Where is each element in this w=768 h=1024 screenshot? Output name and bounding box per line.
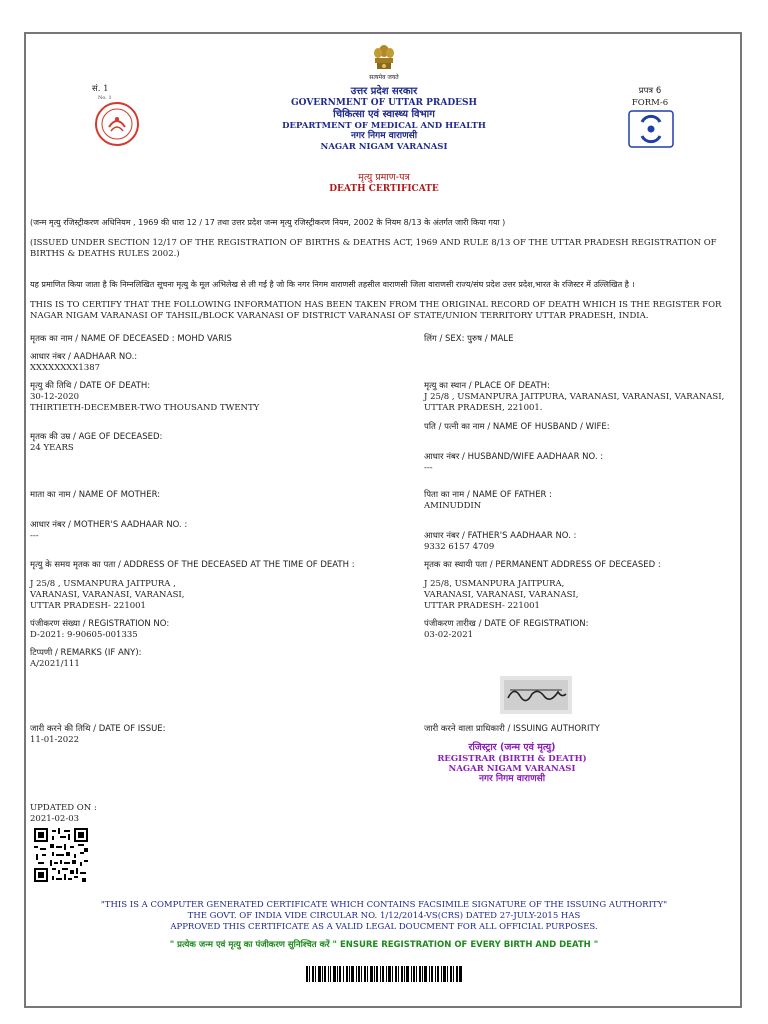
registration-no-value: D-2021: 9-90605-001335: [30, 630, 138, 640]
father-aadhaar-value: 9332 6157 4709: [424, 542, 495, 552]
issue-date-value: 11-01-2022: [30, 735, 80, 745]
place-of-death-value: J 25/8 , USMANPURA JAITPURA, VARANASI, VARANASI, VARANASI, UTTAR PRADESH, 221001.: [424, 392, 725, 413]
emblem-caption: सत्यमेव जयते: [369, 74, 399, 81]
registrar-org-en: NAGAR NIGAM VARANASI: [448, 764, 576, 774]
up-government-seal-icon: [94, 101, 140, 147]
updated-on-value: 2021-02-03: [30, 814, 80, 824]
remarks-label: टिप्पणी / REMARKS (IF ANY):: [30, 648, 142, 658]
spouse-aadhaar-label: आधार नंबर / HUSBAND/WIFE AADHAAR NO. :: [424, 452, 604, 462]
national-emblem-icon: [369, 42, 399, 72]
place-of-death-label: मृत्यु का स्थान / PLACE OF DEATH:: [424, 381, 550, 391]
spouse-name-label: पति / पत्नी का नाम / NAME OF HUSBAND / WIFE:: [424, 422, 610, 432]
aadhaar-value: XXXXXXXX1387: [30, 363, 101, 373]
spouse-aadhaar-value: ---: [424, 463, 433, 473]
aadhaar-label: आधार नंबर / AADHAAR NO.:: [30, 352, 138, 362]
gov-title-en: GOVERNMENT OF UTTAR PRADESH: [290, 98, 478, 108]
certify-hi: यह प्रमाणित किया जाता है कि निम्नलिखित सूचना मृत्यु के मूल अभिलेख से ली गई है जो कि नगर निगम वाराणसी तहसील वाराणसी जिला वाराणसी राज्य/संघ प्रदेश उत्तर प्रदेश,भारत के रजिस्टर में उल्लिखित है ।: [30, 280, 635, 289]
cert-title-en: DEATH CERTIFICATE: [329, 184, 439, 194]
address-at-death-value: J 25/8 , USMANPURA JAITPURA , VARANASI, VARANASI, VARANASI, UTTAR PRADESH- 221001: [30, 579, 185, 611]
address-at-death-label: मृत्यु के समय मृतक का पता / ADDRESS OF THE DECEASED AT THE TIME OF DEATH :: [30, 560, 355, 570]
age-value: 24 YEARS: [30, 443, 74, 453]
form-number-en: FORM-6: [631, 98, 669, 108]
permanent-address-value: J 25/8, USMANPURA JAITPURA, VARANASI, VARANASI, VARANASI, UTTAR PRADESH- 221001: [424, 579, 579, 611]
registrar-signature-icon: [500, 676, 572, 714]
cert-title-hi: मृत्यु प्रमाण-पत्र: [358, 172, 410, 183]
issued-under-en: (ISSUED UNDER SECTION 12/17 OF THE REGISTRATION OF BIRTHS & DEATHS ACT, 1969 AND RULE 8/13 OF THE UTTAR PRADESH REGISTRATION OF BIRTHS & DEATHS RULES 2002.): [30, 238, 717, 259]
dept-title-en: DEPARTMENT OF MEDICAL AND HEALTH: [282, 121, 486, 131]
mother-aadhaar-label: आधार नंबर / MOTHER'S AADHAAR NO. :: [30, 520, 188, 530]
deceased-name-label: मृतक का नाम / NAME OF DECEASED : MOHD VARIS: [30, 334, 232, 344]
dept-title-hi: चिकित्सा एवं स्वास्थ्य विभाग: [333, 109, 435, 120]
age-label: मृतक की उम्र / AGE OF DECEASED:: [30, 432, 163, 442]
nagar-title-en: NAGAR NIGAM VARANASI: [320, 142, 448, 152]
issue-date-label: जारी करने की तिथि / DATE OF ISSUE:: [30, 724, 166, 734]
footer-line-1: "THIS IS A COMPUTER GENERATED CERTIFICATE WHICH CONTAINS FACSIMILE SIGNATURE OF THE ISSUING AUTHORITY": [100, 900, 668, 910]
mother-aadhaar-value: ---: [30, 531, 39, 541]
registration-no-label: पंजीकरण संख्या / REGISTRATION NO:: [30, 619, 170, 629]
father-name-label: पिता का नाम / NAME OF FATHER :: [424, 490, 553, 500]
date-of-death-label: मृत्यु की तिथि / DATE OF DEATH:: [30, 381, 151, 391]
gov-title-hi: उत्तर प्रदेश सरकार: [350, 86, 418, 97]
registrar-title-en: REGISTRAR (BIRTH & DEATH): [437, 754, 587, 764]
registrar-title-hi: रजिस्ट्रार (जन्म एवं मृत्यु): [468, 742, 556, 753]
registration-slogan: " प्रत्येक जन्म एवं मृत्यु का पंजीकरण सुनिश्चित करें " ENSURE REGISTRATION OF EVERY BIRTH AND DEATH ": [169, 940, 599, 950]
footer-line-2: THE GOVT. OF INDIA VIDE CIRCULAR NO. 1/12/2014-VS(CRS) DATED 27-JULY-2015 HAS: [187, 911, 581, 921]
remarks-value: A/2021/111: [30, 659, 80, 669]
registration-date-value: 03-02-2021: [424, 630, 474, 640]
qr-code-icon[interactable]: [34, 828, 88, 882]
serial-number: सं. 1: [92, 84, 109, 94]
barcode-icon: [306, 966, 462, 982]
crs-logo-icon: [628, 110, 674, 148]
nagar-title-hi: नगर निगम वाराणसी: [350, 131, 418, 141]
issued-under-hi: (जन्म मृत्यु रजिस्ट्रीकरण अधिनियम , 1969 की धारा 12 / 17 तथा उत्तर प्रदेश जन्म मृत्यु रजिस्ट्रीकरण नियम, 2002 के नियम 8/13 के अंतर्गत जारी किया गया ): [30, 218, 506, 227]
issuing-authority-label: जारी करने वाला प्राधिकारी / ISSUING AUTHORITY: [424, 724, 600, 734]
sex-label: लिंग / SEX: पुरुष / MALE: [424, 334, 514, 344]
updated-on-label: UPDATED ON :: [30, 803, 97, 813]
date-of-death-value: 30-12-2020 THIRTIETH-DECEMBER-TWO THOUSAND TWENTY: [30, 392, 260, 413]
seal-number: No. 1: [98, 95, 112, 101]
permanent-address-label: मृतक का स्थायी पता / PERMANENT ADDRESS OF DECEASED :: [424, 560, 661, 570]
footer-line-3: APPROVED THIS CERTIFICATE AS A VALID LEGAL DOUCMENT FOR ALL OFFICIAL PURPOSES.: [170, 922, 598, 932]
certify-en: THIS IS TO CERTIFY THAT THE FOLLOWING INFORMATION HAS BEEN TAKEN FROM THE ORIGINAL RECORD OF DEATH WHICH IS THE REGISTER FOR NAGAR NIGAM VARANASI OF TAHSIL/BLOCK VARANASI OF DISTRICT VARANASI OF STATE/UNION TERRITORY UTTAR PRADESH, INDIA.: [30, 300, 722, 321]
father-aadhaar-label: आधार नंबर / FATHER'S AADHAAR NO. :: [424, 531, 577, 541]
mother-name-label: माता का नाम / NAME OF MOTHER:: [30, 490, 161, 500]
registrar-org-hi: नगर निगम वाराणसी: [478, 774, 546, 784]
form-number-hi: प्रपत्र 6: [638, 86, 662, 96]
registration-date-label: पंजीकरण तारीख / DATE OF REGISTRATION:: [424, 619, 589, 629]
father-name-value: AMINUDDIN: [424, 501, 482, 511]
